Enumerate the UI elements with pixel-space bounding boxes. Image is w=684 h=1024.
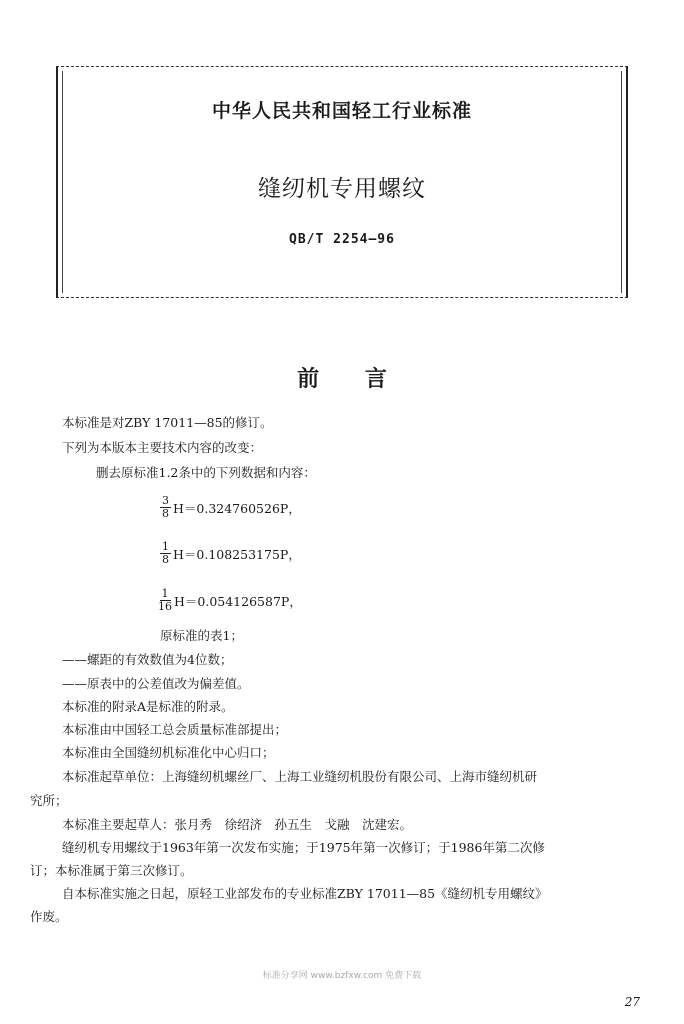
fraction-numerator: 1 [162,540,169,553]
formula-expression: H＝0.324760526P， [173,500,301,516]
preface-line: 本标准是对ZBY 17011—85的修订。 [62,415,273,430]
formula-row [160,495,301,520]
preface-line: 作废。 [30,909,68,924]
formula-row [158,588,302,613]
preface-line: 自本标准实施之日起，原轻工业部发布的专业标准ZBY 17011—85《缝纫机专用螺纹》 [62,886,548,901]
preface-heading: 前 言 [297,367,387,392]
preface-line: 本标准主要起草人：张月秀 徐绍济 孙五生 戈融 沈建宏。 [62,817,413,832]
industry-standard-title: 中华人民共和国轻工行业标准 [211,100,472,122]
standard-name: 缝纫机专用螺纹 [258,176,426,202]
fraction-denominator: 8 [162,553,169,566]
preface-line: ——原表中的公差值改为偏差值。 [62,676,250,691]
fraction-denominator: 8 [162,507,169,520]
preface-line: 本标准由全国缝纫机标准化中心归口； [62,745,275,760]
fraction [160,495,171,520]
preface-line: 下列为本版本主要技术内容的改变： [62,440,263,455]
fraction-numerator: 3 [162,494,169,507]
standard-code: QB/T 2254—96 [289,232,395,247]
preface-line: 本标准由中国轻工总会质量标准部提出； [62,722,288,737]
preface-line: 原标准的表1； [160,628,243,643]
formula-row [160,541,301,566]
preface-line: 订；本标准属于第三次修订。 [30,863,193,878]
fraction-denominator: 16 [158,600,172,613]
fraction [160,541,171,566]
preface-line: 本标准起草单位：上海缝纫机螺丝厂、上海工业缝纫机股份有限公司、上海市缝纫机研 [62,769,538,784]
preface-line: 删去原标准1.2条中的下列数据和内容： [96,465,316,480]
preface-line: 本标准的附录A是标准的附录。 [62,699,234,714]
page-number: 27 [624,995,640,1009]
fraction-numerator: 1 [161,587,169,600]
watermark-footer: 标准分享网 www.bzfxw.com 免费下载 [262,971,422,981]
preface-line: 缝纫机专用螺纹于1963年第一次发布实施；于1975年第一次修订；于1986年第二次修 [62,840,545,855]
preface-line: 究所； [30,793,68,808]
preface-line: ——螺距的有效数值为4位数； [62,652,233,667]
fraction [158,588,172,613]
formula-expression: H＝0.108253175P， [173,546,301,562]
formula-expression: H＝0.054126587P， [174,593,302,609]
